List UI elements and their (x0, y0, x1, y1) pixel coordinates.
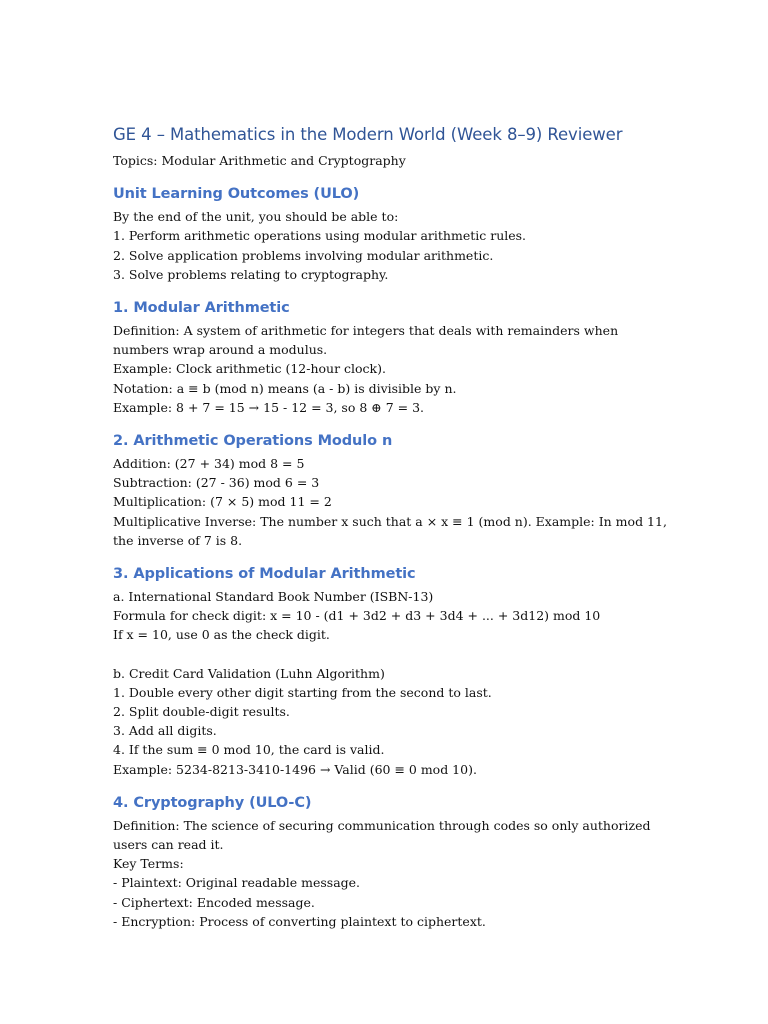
isbn-line: a. International Standard Book Number (ISBN-13) (113, 589, 434, 605)
section-heading-cryptography: 4. Cryptography (ULO-C) (113, 794, 312, 811)
modular-line: Example: Clock arithmetic (12-hour clock). (113, 361, 386, 377)
cryptography-line: - Encryption: Process of converting plaintext to ciphertext. (113, 913, 486, 929)
luhn-line: 3. Add all digits. (113, 723, 217, 739)
isbn-line: Formula for check digit: x = 10 - (d1 + 3d2 + d3 + 3d4 + ... + 3d12) mod 10 (113, 608, 601, 624)
cryptography-line: Definition: The science of securing communication through codes so only authorized users can read it. (113, 817, 651, 853)
operations-line: Subtraction: (27 - 36) mod 6 = 3 (113, 475, 320, 491)
ulo-line: By the end of the unit, you should be able to: (113, 209, 399, 225)
isbn-line: If x = 10, use 0 as the check digit. (113, 627, 330, 643)
operations-line: Addition: (27 + 34) mod 8 = 5 (113, 456, 305, 472)
section-heading-applications: 3. Applications of Modular Arithmetic (113, 566, 416, 583)
cryptography-line: - Plaintext: Original readable message. (113, 875, 361, 891)
paragraph-spacer (113, 645, 673, 664)
ulo-line: 2. Solve application problems involving modular arithmetic. (113, 247, 494, 263)
luhn-line: Example: 5234-8213-3410-1496 → Valid (60 ≡ 0 mod 10). (113, 761, 477, 777)
luhn-line: 4. If the sum ≡ 0 mod 10, the card is valid. (113, 742, 385, 758)
luhn-line: b. Credit Card Validation (Luhn Algorithm) (113, 665, 385, 681)
luhn-line: 1. Double every other digit starting from the second to last. (113, 684, 492, 700)
section-heading-modular-arithmetic: 1. Modular Arithmetic (113, 300, 290, 317)
ulo-line: 3. Solve problems relating to cryptography. (113, 266, 389, 282)
modular-line: Definition: A system of arithmetic for integers that deals with remainders when numbers wrap around a modulus. (113, 323, 619, 358)
document-title: GE 4 – Mathematics in the Modern World (Week 8–9) Reviewer (113, 125, 623, 144)
cryptography-line: - Ciphertext: Encoded message. (113, 894, 315, 910)
document-page (113, 122, 673, 931)
operations-line: Multiplicative Inverse: The number x such that a × x ≡ 1 (mod n). Example: In mod 11, the inverse of 7 is 8. (113, 513, 667, 548)
modular-line: Example: 8 + 7 = 15 → 15 - 12 = 3, so 8 ⊕ 7 = 3. (113, 399, 425, 415)
operations-line: Multiplication: (7 × 5) mod 11 = 2 (113, 494, 332, 510)
section-heading-operations: 2. Arithmetic Operations Modulo n (113, 433, 393, 450)
topics-line: Topics: Modular Arithmetic and Cryptography (113, 153, 406, 168)
luhn-line: 2. Split double-digit results. (113, 704, 290, 720)
cryptography-line: Key Terms: (113, 856, 184, 872)
section-heading-ulo: Unit Learning Outcomes (ULO) (113, 186, 360, 203)
ulo-line: 1. Perform arithmetic operations using modular arithmetic rules. (113, 228, 527, 244)
modular-line: Notation: a ≡ b (mod n) means (a - b) is divisible by n. (113, 380, 457, 396)
